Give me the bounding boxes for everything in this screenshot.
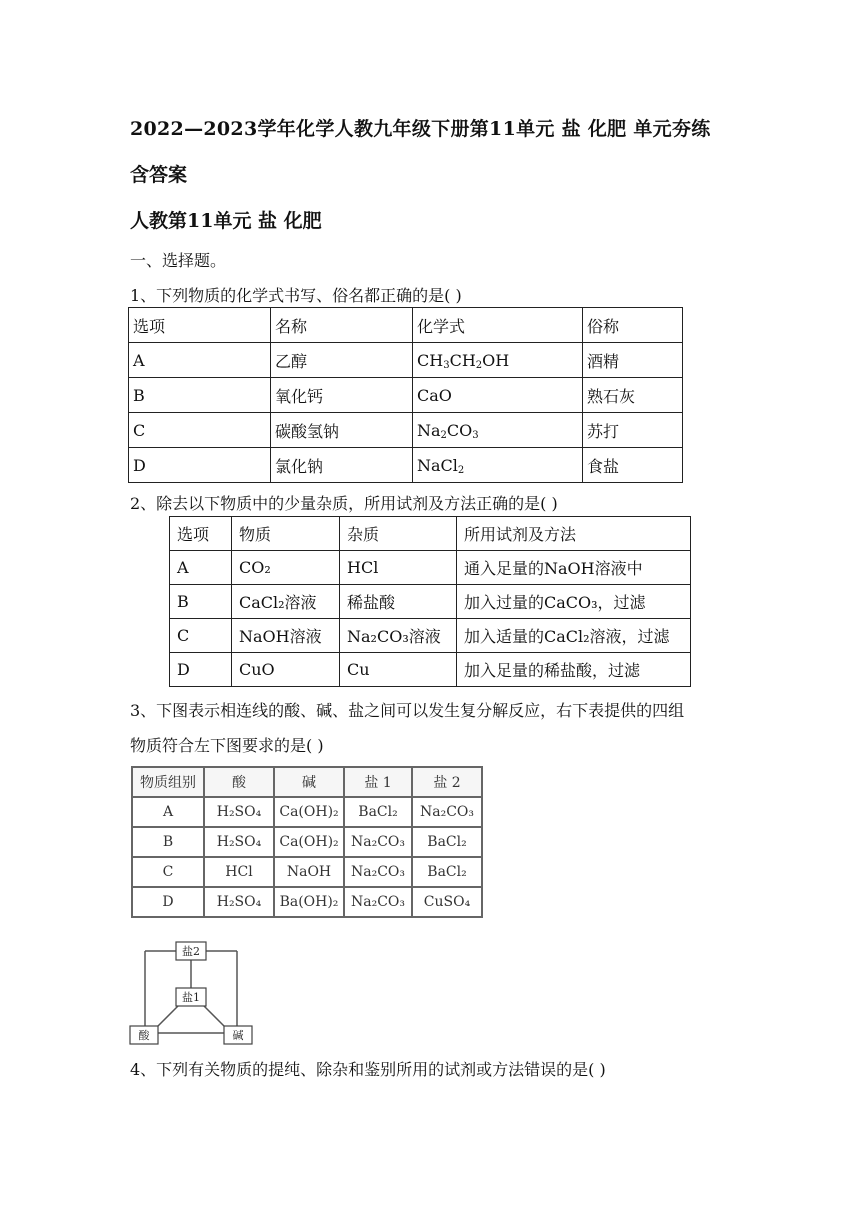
table-cell-method: 加入过量的CaCO₃，过滤 [457, 585, 691, 619]
table-cell-common: 酒精 [583, 343, 683, 378]
table-cell-method: 加入足量的稀盐酸，过滤 [457, 653, 691, 687]
table-cell: D [132, 887, 204, 917]
formula-subscript: 2 [475, 359, 483, 371]
table-cell-impurity: Cu [340, 653, 457, 687]
table-header-row [129, 308, 683, 343]
table-header-row [170, 517, 691, 551]
table-row [132, 827, 482, 857]
diagram-label-base: 碱 [232, 1029, 244, 1042]
table-cell-option: D [170, 653, 232, 687]
table-cell: H₂SO₄ [204, 887, 274, 917]
table-cell: HCl [204, 857, 274, 887]
table-cell: CuSO₄ [412, 887, 482, 917]
table-cell: Na₂CO₃ [344, 857, 412, 887]
table-cell-option: D [129, 448, 271, 483]
question-3-image-table [131, 766, 483, 918]
table-cell: H₂SO₄ [204, 797, 274, 827]
table-cell-name: 氧化钙 [271, 378, 413, 413]
table-cell-substance: NaOH溶液 [232, 619, 340, 653]
table-cell-option: C [129, 413, 271, 448]
table-header-cell: 名称 [271, 308, 413, 343]
formula-subscript: 2 [457, 464, 465, 476]
table-cell-method: 通入足量的NaOH溶液中 [457, 551, 691, 585]
diagram-line-salt1-acid [156, 1004, 180, 1028]
table-header-cell: 俗称 [583, 308, 683, 343]
table-cell: H₂SO₄ [204, 827, 274, 857]
table-cell-formula [413, 448, 583, 483]
question-3-text-line2: 物质符合左下图要求的是( ) [130, 736, 324, 755]
table-cell-name: 氯化钠 [271, 448, 413, 483]
diagram-label-salt2: 盐2 [182, 945, 200, 958]
table-cell-common: 食盐 [583, 448, 683, 483]
table-row [132, 857, 482, 887]
table-row [129, 378, 683, 413]
table-cell-formula [413, 413, 583, 448]
unit-heading: 人教第11单元 盐 化肥 [130, 210, 322, 232]
table-cell: Na₂CO₃ [344, 887, 412, 917]
table-row [132, 887, 482, 917]
table-cell-formula [413, 343, 583, 378]
table-cell-option: C [170, 619, 232, 653]
table-cell-substance: CuO [232, 653, 340, 687]
table-cell-option: A [170, 551, 232, 585]
question-2-text: 2、除去以下物质中的少量杂质，所用试剂及方法正确的是( ) [130, 494, 558, 513]
table-row [170, 619, 691, 653]
table-header-cell: 物质 [232, 517, 340, 551]
table-cell-option: B [129, 378, 271, 413]
table-cell: Na₂CO₃ [344, 827, 412, 857]
table-cell-name: 乙醇 [271, 343, 413, 378]
table-header-cell: 物质组别 [132, 767, 204, 797]
table-cell-impurity: 稀盐酸 [340, 585, 457, 619]
table-cell-substance: CO₂ [232, 551, 340, 585]
table-row [129, 448, 683, 483]
table-cell-impurity: Na₂CO₃溶液 [340, 619, 457, 653]
table-cell-name: 碳酸氢钠 [271, 413, 413, 448]
table-header-cell: 杂质 [340, 517, 457, 551]
table-header-cell: 盐 2 [412, 767, 482, 797]
table-row [129, 343, 683, 378]
formula-part: CO [446, 420, 473, 440]
table-header-cell: 选项 [129, 308, 271, 343]
diagram-line-salt1-base [202, 1004, 226, 1028]
formula-part: CH [449, 350, 476, 370]
table-cell: A [132, 797, 204, 827]
diagram-label-salt1: 盐1 [182, 991, 200, 1004]
formula-part: CH [417, 350, 444, 370]
document-title-line1: 2022—2023学年化学人教九年级下册第11单元 盐 化肥 单元夯练 [130, 118, 711, 140]
question-1-text: 1、下列物质的化学式书写、俗名都正确的是( ) [130, 286, 462, 305]
table-header-cell: 所用试剂及方法 [457, 517, 691, 551]
table-cell: B [132, 827, 204, 857]
table-cell-common: 熟石灰 [583, 378, 683, 413]
formula-subscript: 3 [443, 359, 450, 371]
table-cell-substance: CaCl₂溶液 [232, 585, 340, 619]
table-header-row [132, 767, 482, 797]
table-row [170, 551, 691, 585]
formula-subscript: 2 [440, 429, 447, 441]
document-title-line2: 含答案 [130, 164, 188, 186]
formula-part: OH [482, 350, 510, 370]
table-header-cell: 化学式 [413, 308, 583, 343]
table-header-cell: 选项 [170, 517, 232, 551]
table-cell: Ba(OH)₂ [274, 887, 344, 917]
table-row [129, 413, 683, 448]
table-cell-method: 加入适量的CaCl₂溶液，过滤 [457, 619, 691, 653]
table-cell: C [132, 857, 204, 887]
table-cell: NaOH [274, 857, 344, 887]
table-cell: BaCl₂ [344, 797, 412, 827]
table-cell: Ca(OH)₂ [274, 827, 344, 857]
table-cell-common: 苏打 [583, 413, 683, 448]
table-row [132, 797, 482, 827]
table-cell: Na₂CO₃ [412, 797, 482, 827]
table-cell-option: B [170, 585, 232, 619]
question-4-text: 4、下列有关物质的提纯、除杂和鉴别所用的试剂或方法错误的是( ) [130, 1060, 606, 1079]
reaction-diagram [128, 938, 258, 1048]
table-cell-impurity: HCl [340, 551, 457, 585]
question-1-table [128, 307, 683, 483]
table-header-cell: 盐 1 [344, 767, 412, 797]
table-cell-option: A [129, 343, 271, 378]
table-cell: BaCl₂ [412, 857, 482, 887]
table-row [170, 585, 691, 619]
table-cell: Ca(OH)₂ [274, 797, 344, 827]
table-row [170, 653, 691, 687]
section-heading: 一、选择题。 [130, 251, 227, 270]
diagram-label-acid: 酸 [138, 1029, 150, 1042]
question-3-text-line1: 3、下图表示相连线的酸、碱、盐之间可以发生复分解反应，右下表提供的四组 [130, 701, 685, 720]
formula-subscript: 3 [472, 429, 479, 441]
formula-part: NaCl [417, 455, 458, 475]
formula-part: Na [417, 420, 441, 440]
table-cell-formula: CaO [413, 378, 583, 413]
table-header-cell: 酸 [204, 767, 274, 797]
table-cell: BaCl₂ [412, 827, 482, 857]
question-2-table [169, 516, 691, 687]
table-header-cell: 碱 [274, 767, 344, 797]
